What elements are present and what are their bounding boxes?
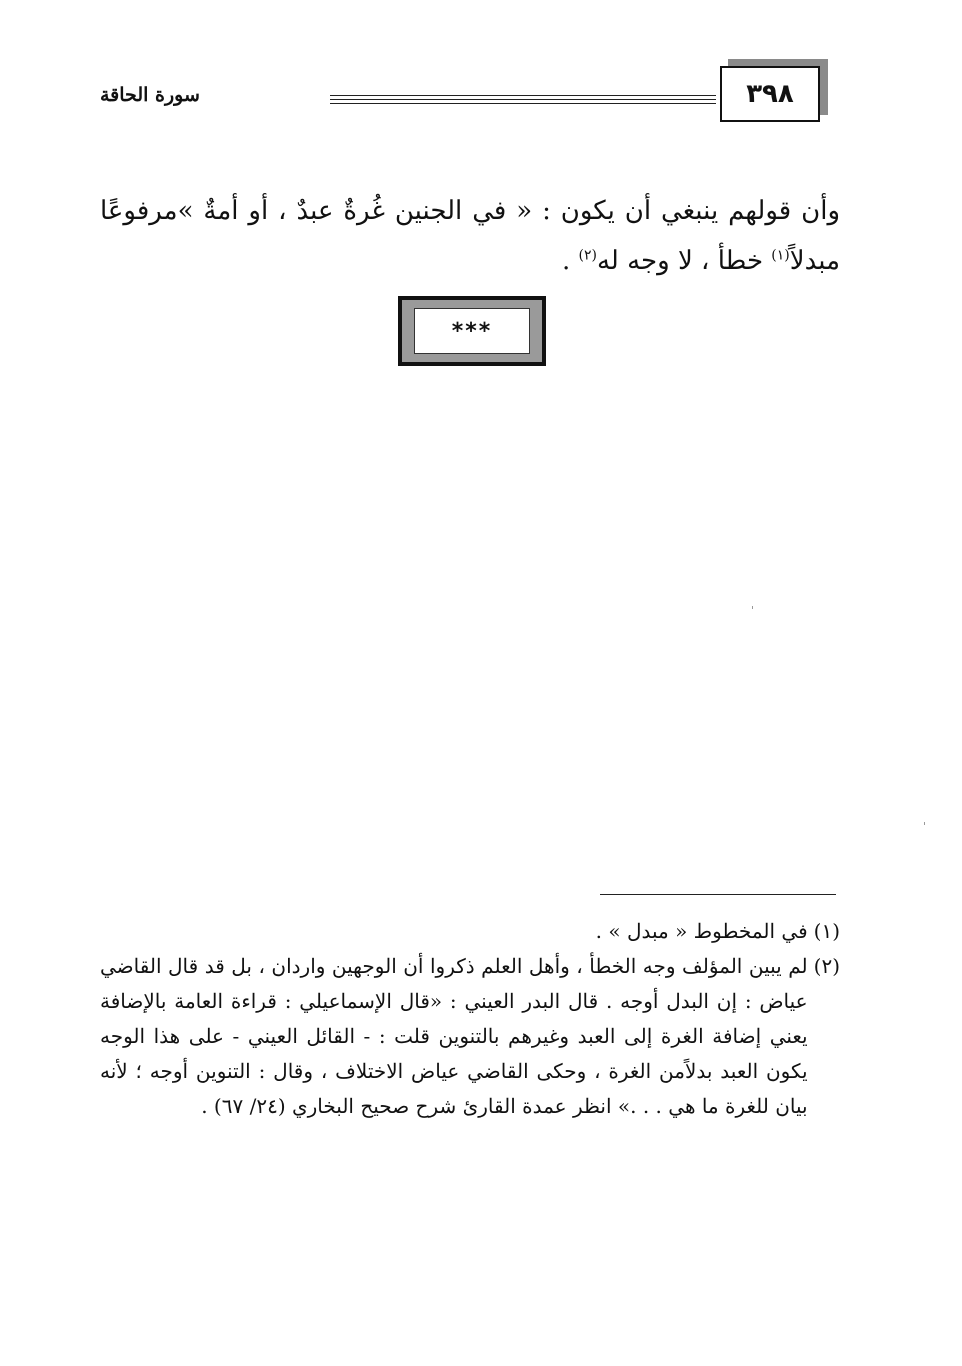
- section-separator: [398, 296, 546, 366]
- body-text-part: وأن قولهم ينبغي أن يكون : « في الجنين غُرةٌ عبدٌ ، أو أمةٌ »مرفوعًا مبدلاً: [100, 196, 840, 276]
- footnote-text: في المخطوط « مبدل » .: [595, 919, 808, 943]
- scan-mark: [752, 606, 753, 609]
- body-paragraph: [100, 186, 840, 286]
- header-rule: [330, 99, 716, 100]
- footnote-ref-2[interactable]: (٢): [578, 247, 597, 264]
- footnote-separator: [600, 894, 836, 895]
- separator-stars: ***: [451, 318, 493, 344]
- footnote-item: [100, 949, 840, 1124]
- page-number: [720, 66, 820, 122]
- footnote-number: (١): [813, 919, 840, 943]
- body-text-part: .: [561, 246, 579, 276]
- header-rule: [330, 103, 716, 104]
- footnote-ref-1[interactable]: (١): [771, 247, 790, 264]
- separator-inner: [414, 308, 530, 354]
- scan-mark: [924, 822, 925, 825]
- footnote-number: (٢): [813, 954, 840, 978]
- running-title: سورة الحاقة: [100, 84, 200, 106]
- header-rule: [330, 95, 716, 96]
- footnote-item: [100, 914, 840, 949]
- footnote-text: لم يبين المؤلف وجه الخطأ ، وأهل العلم ذكروا أن الوجهين واردان ، بل قد قال القاضي عياض : إن البدل أوجه . قال البدر العيني : «قال الإسماعيلي : قراءة العامة بالإضافة يعني إضافة الغرة إلى العبد وغيرهم بالتنوين قلت : - القائل العيني - على هذا الوجه يكون العبد بدلاًمن الغرة ، وحكى القاضي عياض الاختلاف ، وقال : التنوين أوجه ؛ لأنه بيان للغرة ما هي . . .» انظر عمدة القارئ شرح صحيح البخاري (٢٤/ ٦٧) .: [100, 954, 808, 1118]
- page-number-text: ٣٩٨: [746, 79, 794, 109]
- footnotes: [100, 914, 840, 1124]
- body-text-part: خطأ ، لا وجه له: [596, 246, 772, 276]
